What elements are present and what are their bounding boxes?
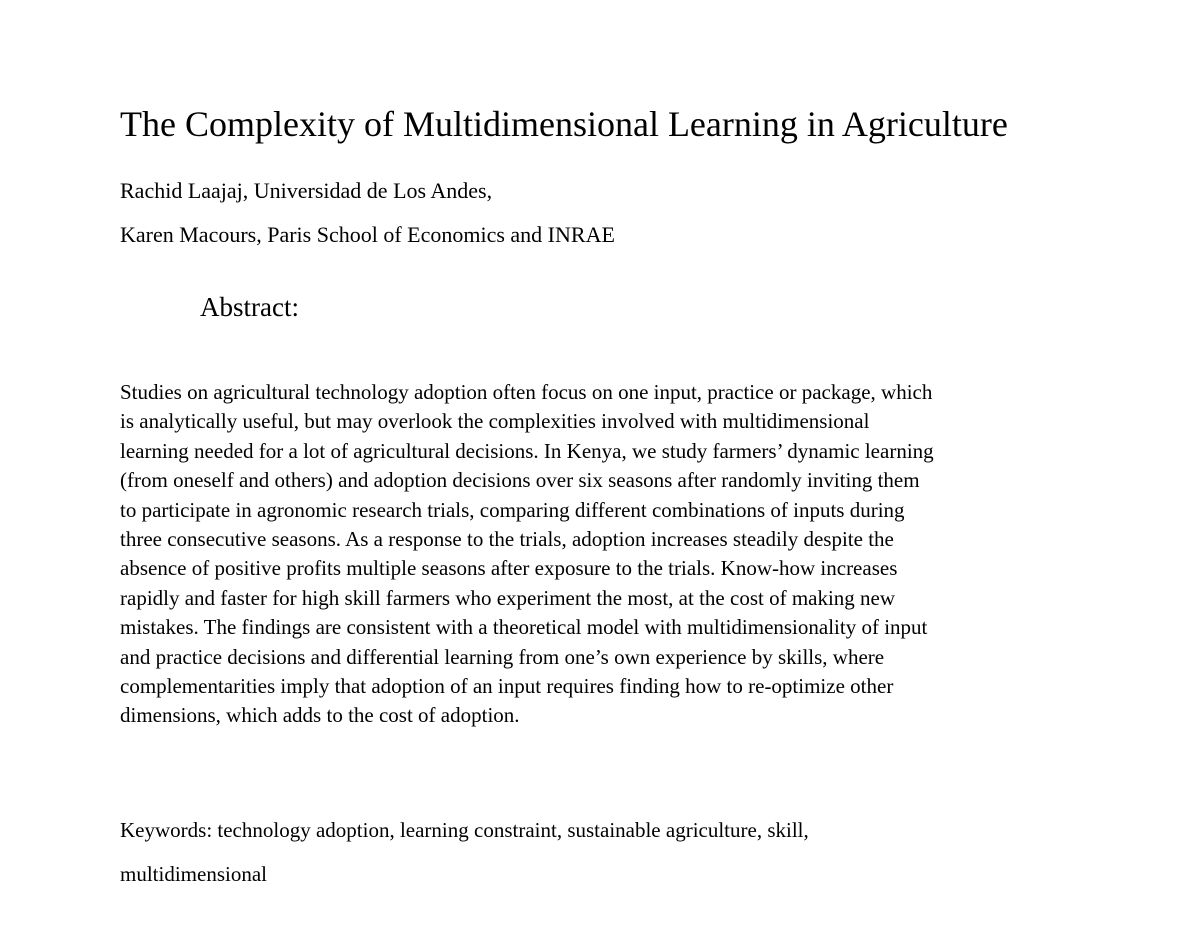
abstract-line: Studies on agricultural technology adoption often focus on one input, practice or package, which (120, 380, 933, 404)
author-line: Rachid Laajaj, Universidad de Los Andes, (120, 178, 493, 203)
keywords-line: Keywords: technology adoption, learning constraint, sustainable agriculture, skill, (120, 818, 809, 842)
paper-title: The Complexity of Multidimensional Learning in Agriculture (120, 104, 1008, 144)
abstract-line: dimensions, which adds to the cost of adoption. (120, 703, 520, 728)
abstract-heading: Abstract: (200, 292, 299, 322)
abstract-line: (from oneself and others) and adoption decisions over six seasons after randomly inviting them (120, 468, 920, 493)
keywords-block (120, 815, 809, 903)
abstract-line: to participate in agronomic research trials, comparing different combinations of inputs during (120, 497, 905, 522)
keywords-line: multidimensional (120, 862, 267, 886)
author-line: Karen Macours, Paris School of Economics and INRAE (120, 222, 615, 247)
abstract-line: learning needed for a lot of agricultural decisions. In Kenya, we study farmers’ dynamic learning (120, 438, 934, 463)
abstract-line: complementarities imply that adoption of an input requires finding how to re-optimize other (120, 674, 894, 699)
abstract-line: and practice decisions and differential learning from one’s own experience by skills, where (120, 644, 885, 669)
abstract-line: mistakes. The findings are consistent with a theoretical model with multidimensionality of input (120, 615, 928, 640)
abstract-paragraph (120, 378, 1130, 731)
abstract-line: is analytically useful, but may overlook the complexities involved with multidimensional (120, 409, 870, 434)
author-list (120, 176, 615, 264)
abstract-line: rapidly and faster for high skill farmers who experiment the most, at the cost of making new (120, 585, 896, 610)
abstract-line: three consecutive seasons. As a response to the trials, adoption increases steadily despite the (120, 527, 894, 552)
abstract-line: absence of positive profits multiple seasons after exposure to the trials. Know-how increases (120, 556, 898, 581)
